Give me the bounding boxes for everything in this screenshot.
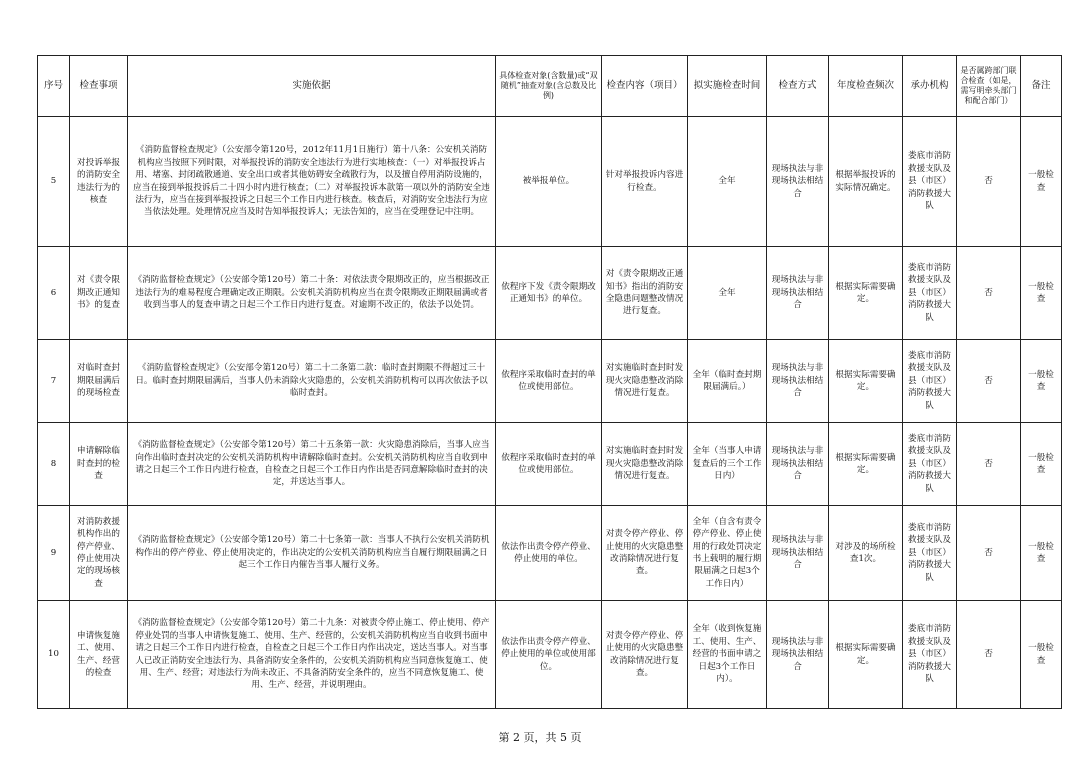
inspection-content-cell: 针对举报投诉内容进行检查。 xyxy=(602,117,688,247)
organization-cell: 娄底市消防救援支队及县（市区）消防救援大队 xyxy=(903,506,957,601)
header-no: 序号 xyxy=(38,56,70,117)
inspection-time-cell: 全年 xyxy=(688,247,767,340)
inspection-time-cell: 全年 xyxy=(688,117,767,247)
remark-cell: 一般检查 xyxy=(1021,506,1062,601)
inspection-time-cell: 全年（自含有责令停产停业、停止使用的行政处罚决定书上载明的履行期限届满之日起3个工作日内） xyxy=(688,506,767,601)
inspection-method-cell: 现场执法与非现场执法相结合 xyxy=(767,601,829,709)
organization-cell: 娄底市消防救援支队及县（市区）消防救援大队 xyxy=(903,117,957,247)
remark-cell: 一般检查 xyxy=(1021,247,1062,340)
legal-basis-cell: 《消防监督检查规定》（公安部令第120号）第二十二条第二款：临时查封期限不得超过三十日。临时查封期限届满后，当事人仍未消除火灾隐患的，公安机关消防机构可以再次依法予以临时查封。 xyxy=(128,340,496,423)
table-header-row xyxy=(38,56,1062,117)
joint-inspection-cell: 否 xyxy=(957,247,1021,340)
inspection-target-cell: 依程序采取临时查封的单位或使用部位。 xyxy=(496,423,602,506)
inspection-item-cell: 对临时查封期限届满后的现场检查 xyxy=(70,340,128,423)
row-number-cell: 7 xyxy=(38,340,70,423)
header-content: 检查内容（项目） xyxy=(602,56,688,117)
row-number-cell: 9 xyxy=(38,506,70,601)
header-target: 具体检查对象(含数量)或“双随机”抽查对象(含总数及比例) xyxy=(496,56,602,117)
inspection-item-cell: 对消防救援机构作出的停产停业、停止使用决定的现场核查 xyxy=(70,506,128,601)
header-basis: 实施依据 xyxy=(128,56,496,117)
joint-inspection-cell: 否 xyxy=(957,506,1021,601)
remark-cell: 一般检查 xyxy=(1021,423,1062,506)
inspection-content-cell: 对责令停产停业、停止使用的火灾隐患整改消除情况进行复查。 xyxy=(602,601,688,709)
inspection-item-cell: 申请解除临时查封的检查 xyxy=(70,423,128,506)
inspection-method-cell: 现场执法与非现场执法相结合 xyxy=(767,506,829,601)
inspection-frequency-cell: 根据实际需要确定。 xyxy=(829,247,903,340)
header-frequency: 年度检查频次 xyxy=(829,56,903,117)
table-body xyxy=(38,117,1062,709)
table-row xyxy=(38,506,1062,601)
inspection-item-cell: 对投诉举报的消防安全违法行为的核查 xyxy=(70,117,128,247)
remark-cell: 一般检查 xyxy=(1021,601,1062,709)
inspection-frequency-cell: 根据实际需要确定。 xyxy=(829,340,903,423)
legal-basis-cell: 《消防监督检查规定》（公安部令第120号）第二十条：对依法责令限期改正的，应当根据改正违法行为的难易程度合理确定改正期限。公安机关消防机构应当在责令限期改正期限届满或者收到当事人的复查申请之日起三个工作日内进行复查。对逾期不改正的，依法予以处罚。 xyxy=(128,247,496,340)
legal-basis-cell: 《消防监督检查规定》（公安部令第120号）第二十七条第一款：当事人不执行公安机关消防机构作出的停产停业、停止使用决定的，作出决定的公安机关消防机构应当自履行期限届满之日起三个工作日内催告当事人履行义务。 xyxy=(128,506,496,601)
organization-cell: 娄底市消防救援支队及县（市区）消防救援大队 xyxy=(903,247,957,340)
inspection-frequency-cell: 根据实际需要确定。 xyxy=(829,601,903,709)
inspection-target-cell: 依法作出责令停产停业、停止使用的单位。 xyxy=(496,506,602,601)
header-time: 拟实施检查时间 xyxy=(688,56,767,117)
joint-inspection-cell: 否 xyxy=(957,117,1021,247)
joint-inspection-cell: 否 xyxy=(957,601,1021,709)
inspection-content-cell: 对责令停产停业、停止使用的火灾隐患整改消除情况进行复查。 xyxy=(602,506,688,601)
row-number-cell: 5 xyxy=(38,117,70,247)
joint-inspection-cell: 否 xyxy=(957,340,1021,423)
header-item: 检查事项 xyxy=(70,56,128,117)
row-number-cell: 10 xyxy=(38,601,70,709)
table-row xyxy=(38,117,1062,247)
header-method: 检查方式 xyxy=(767,56,829,117)
table-row xyxy=(38,340,1062,423)
inspection-target-cell: 依法作出责令停产停业、停止使用的单位或使用部位。 xyxy=(496,601,602,709)
table-row xyxy=(38,423,1062,506)
legal-basis-cell: 《消防监督检查规定》（公安部令第120号，2012年11月1日施行）第十八条：公安机关消防机构应当按照下列时限，对举报投诉的消防安全违法行为进行实地核查：（一）对举报投诉占用、堵塞、封闭疏散通道、安全出口或者其他妨碍安全疏散行为，以及擅自停用消防设施的，应当在接到举报投诉后二十四小时内进行核查；（二）对举报投诉本款第一项以外的消防安全违法行为，应当在接到举报投诉之日起三个工作日内进行核查。核查后，对消防安全违法行为应当依法处理。处理情况应当及时告知举报投诉人；无法告知的，应当在受理登记中注明。 xyxy=(128,117,496,247)
inspection-method-cell: 现场执法与非现场执法相结合 xyxy=(767,117,829,247)
inspection-frequency-cell: 根据举报投诉的实际情况确定。 xyxy=(829,117,903,247)
header-organization: 承办机构 xyxy=(903,56,957,117)
inspection-target-cell: 依程序采取临时查封的单位或使用部位。 xyxy=(496,340,602,423)
inspection-content-cell: 对《责令限期改正通知书》指出的消防安全隐患问题整改情况进行复查。 xyxy=(602,247,688,340)
row-number-cell: 6 xyxy=(38,247,70,340)
joint-inspection-cell: 否 xyxy=(957,423,1021,506)
inspection-time-cell: 全年（当事人申请复查后的三个工作日内） xyxy=(688,423,767,506)
inspection-frequency-cell: 对涉及的场所检查1次。 xyxy=(829,506,903,601)
page-footer: 第 2 页，共 5 页 xyxy=(498,731,582,744)
inspection-time-cell: 全年（临时查封期限届满后。） xyxy=(688,340,767,423)
remark-cell: 一般检查 xyxy=(1021,117,1062,247)
inspection-table xyxy=(37,55,1062,709)
header-joint: 是否属跨部门联合检查（如是，需写明牵头部门和配合部门） xyxy=(957,56,1021,117)
inspection-target-cell: 依程序下发《责令限期改正通知书》的单位。 xyxy=(496,247,602,340)
organization-cell: 娄底市消防救援支队及县（市区）消防救援大队 xyxy=(903,340,957,423)
header-note: 备注 xyxy=(1021,56,1062,117)
inspection-frequency-cell: 根据实际需要确定。 xyxy=(829,423,903,506)
inspection-method-cell: 现场执法与非现场执法相结合 xyxy=(767,423,829,506)
table-row xyxy=(38,601,1062,709)
inspection-time-cell: 全年（收到恢复施工、使用、生产、经营的书面申请之日起3个工作日内）。 xyxy=(688,601,767,709)
table-row xyxy=(38,247,1062,340)
inspection-content-cell: 对实施临时查封时发现火灾隐患整改消除情况进行复查。 xyxy=(602,340,688,423)
inspection-item-cell: 申请恢复施工、使用、生产、经营的检查 xyxy=(70,601,128,709)
inspection-item-cell: 对《责令限期改正通知书》的复查 xyxy=(70,247,128,340)
legal-basis-cell: 《消防监督检查规定》（公安部令第120号）第二十九条：对被责令停止施工、停止使用、停产停业处罚的当事人申请恢复施工、使用、生产、经营的，公安机关消防机构应当自收到书面申请之日起三个工作日内进行检查，自检查之日起三个工作日内作出决定，送达当事人。对当事人已改正消防安全违法行为、具备消防安全条件的，公安机关消防机构应当同意恢复施工、使用、生产、经营；对违法行为尚未改正、不具备消防安全条件的，应当不同意恢复施工、使用、生产、经营，并说明理由。 xyxy=(128,601,496,709)
row-number-cell: 8 xyxy=(38,423,70,506)
inspection-method-cell: 现场执法与非现场执法相结合 xyxy=(767,340,829,423)
organization-cell: 娄底市消防救援支队及县（市区）消防救援大队 xyxy=(903,601,957,709)
remark-cell: 一般检查 xyxy=(1021,340,1062,423)
inspection-content-cell: 对实施临时查封时发现火灾隐患整改消除情况进行复查。 xyxy=(602,423,688,506)
legal-basis-cell: 《消防监督检查规定》（公安部令第120号）第二十五条第一款：火灾隐患消除后，当事人应当向作出临时查封决定的公安机关消防机构申请解除临时查封。公安机关消防机构应当自收到申请之日起三个工作日内进行检查，自检查之日起三个工作日内作出是否同意解除临时查封的决定，并送达当事人。 xyxy=(128,423,496,506)
organization-cell: 娄底市消防救援支队及县（市区）消防救援大队 xyxy=(903,423,957,506)
inspection-method-cell: 现场执法与非现场执法相结合 xyxy=(767,247,829,340)
inspection-target-cell: 被举报单位。 xyxy=(496,117,602,247)
